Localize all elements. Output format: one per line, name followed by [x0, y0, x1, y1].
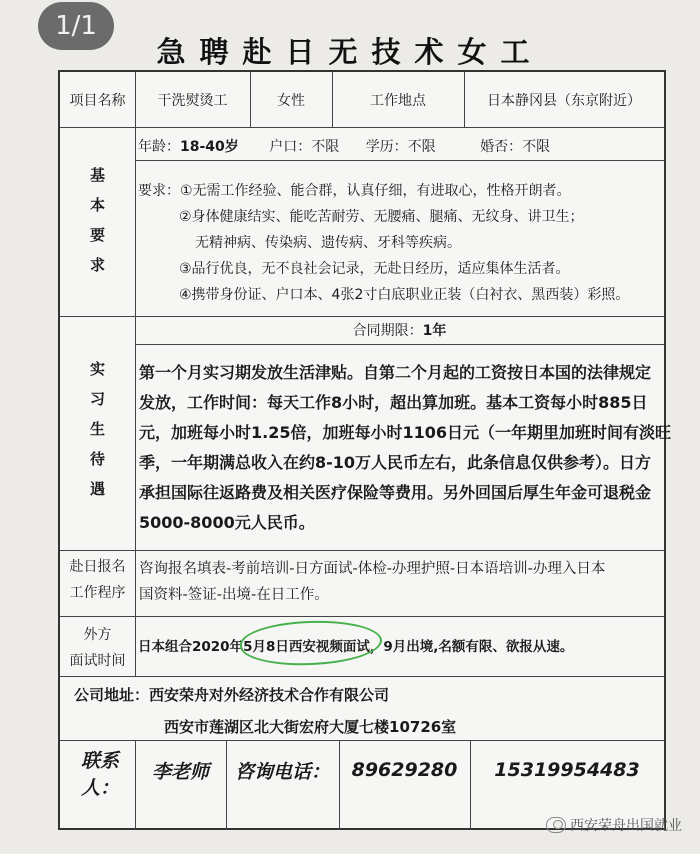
phone-number-1[interactable]: 89629280 — [351, 759, 458, 781]
project-name-label: 项目名称 — [69, 92, 126, 109]
procedure-text: 咨询报名填表-考前培训-日方面试-体检-办理护照-日本语培训-办理入日本 国资料-签证-出境-在日工作。 — [139, 561, 606, 603]
basic-requirements-label: 基 本 要 求 — [89, 166, 105, 274]
marriage-info: 婚否：不限 — [480, 139, 551, 155]
requirement-item: ③品行优良，无不良社会记录，无赴日经历，适应集体生活者。 — [179, 261, 570, 277]
row-divider — [60, 550, 664, 551]
column-divider — [135, 72, 136, 676]
requirement-item: ④携带身份证、户口本、4张2寸白底职业正装（白衬衣、黑西装）彩照。 — [179, 287, 630, 303]
interview-text: 日本组合2020年5月8日西安视频面试，9月出境,名额有限、欲报从速。 — [138, 639, 574, 655]
page-title: 急聘赴日无技术女工 — [156, 35, 544, 69]
contract-period: 合同期限： 1年 — [352, 323, 447, 339]
row-divider — [135, 344, 664, 345]
wechat-icon — [546, 817, 566, 833]
company-name: 西安荣舟对外经济技术合作有限公司 — [149, 686, 390, 704]
page-indicator: 1/1 — [38, 2, 114, 50]
contact-label: 联系 人： — [80, 750, 119, 799]
gender-value: 女性 — [277, 92, 305, 109]
work-location-value: 日本静冈县（东京附近） — [487, 92, 641, 109]
phone-number-2[interactable]: 15319954483 — [494, 759, 640, 781]
company-name-line — [74, 684, 654, 705]
row-divider — [60, 616, 664, 617]
basic-info-row — [138, 136, 658, 158]
row-divider — [60, 127, 664, 128]
project-name-value: 干洗熨烫工 — [157, 92, 228, 109]
work-location-label: 工作地点 — [370, 92, 426, 109]
phone-label: 咨询电话： — [234, 760, 330, 783]
age-label: 年龄： — [138, 139, 180, 155]
requirement-item: 要求：①无需工作经验、能合群，认真仔细，有进取心，性格开朗者。 — [138, 183, 571, 199]
interview-label: 外方 面试时间 — [69, 627, 126, 669]
recruitment-table — [58, 70, 672, 830]
hukou-info: 户口：不限 — [269, 139, 340, 155]
intern-benefits-text: 第一个月实习期发放生活津贴。自第二个月起的工资按日本国的法律规定 发放，工作时间：每天工作8小时，超出算加班。基本工资每小时885日 元，加班每小时1.25倍，加班每小时1106日元（一年期里加班时间有淡旺 季，一年期满总收入在约8-10万人民币左右，此条信息仅供参考）。日方 承担国际往返路费及相关医疗保险等费用。另外回国后厚生年金可退税金 5000-8000元人民币。 — [139, 363, 672, 532]
row-divider — [135, 160, 664, 161]
watermark — [546, 815, 682, 835]
company-address: 西安市莲湖区北大街宏府大厦七楼10726室 — [164, 718, 457, 736]
contact-person: 李老师 — [151, 760, 209, 783]
age-value: 18-40岁 — [180, 139, 239, 155]
requirement-item: 无精神病、传染病、遗传病、牙科等疾病。 — [195, 235, 461, 251]
watermark-text: 西安荣舟出国就业 — [570, 818, 682, 834]
education-info: 学历：不限 — [365, 139, 436, 155]
procedure-label: 赴日报名 工作程序 — [69, 559, 126, 601]
intern-benefits-label: 实 习 生 待 遇 — [89, 360, 105, 498]
row-divider — [60, 676, 664, 677]
requirement-item: ②身体健康结实、能吃苦耐劳、无腰痛、腿痛、无纹身、讲卫生； — [179, 209, 584, 225]
requirements-list — [138, 178, 663, 308]
company-address-label: 公司地址： — [74, 686, 150, 704]
